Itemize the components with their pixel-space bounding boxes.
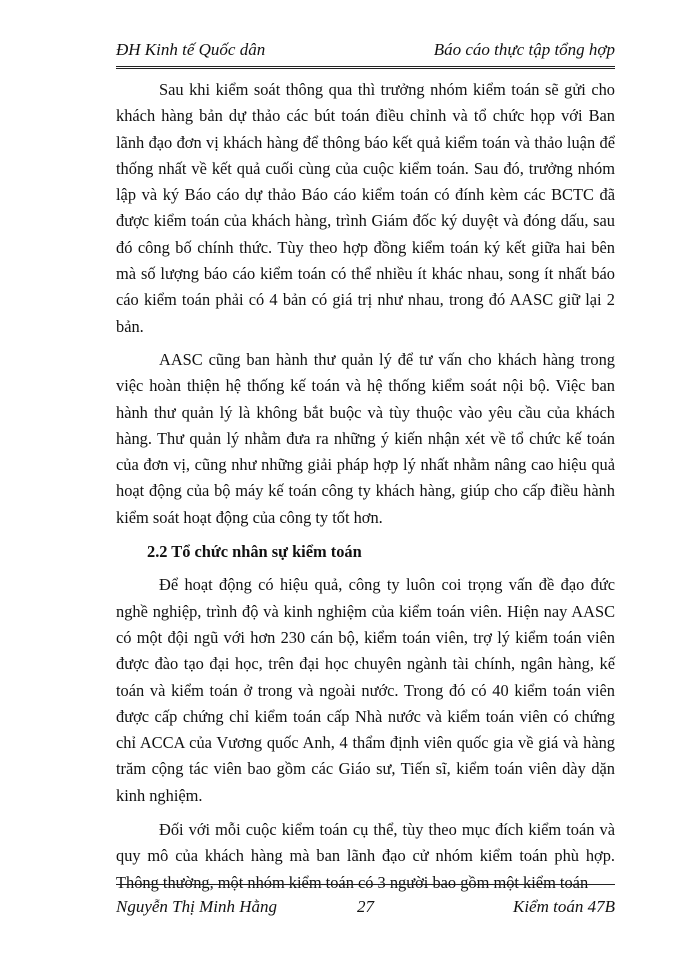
paragraph-audit-report: Sau khi kiểm soát thông qua thì trưởng nhóm kiểm toán sẽ gửi cho khách hàng bản dự thảo các bút toán điều chỉnh và tổ chức họp với Ban lãnh đạo đơn vị khách hàng để thông báo kết quả kiểm toán và thảo luận để thống nhất về kết quả cuối cùng của cuộc kiểm toán. Sau đó, trưởng nhóm lập và ký Báo cáo dự thảo Báo cáo kiểm toán có đính kèm các BCTC đã được kiểm toán của khách hàng, trình Giám đốc ký duyệt và đóng dấu, sau đó công bố chính thức. Tùy theo hợp đồng kiểm toán ký kết giữa hai bên mà số lượng báo cáo kiểm toán có thể nhiều ít khác nhau, song ít nhất báo cáo kiểm toán phải có 4 bản có giá trị như nhau, trong đó AASC giữ lại 2 bản. <box>116 80 615 336</box>
paragraph-management-letter: AASC cũng ban hành thư quản lý để tư vấn cho khách hàng trong việc hoàn thiện hệ thống kế toán và hệ thống kiểm soát nội bộ. Việc ban hành thư quản lý là không bắt buộc và tùy thuộc vào yêu cầu của khách hàng. Thư quản lý nhằm đưa ra những ý kiến nhận xét về tổ chức kế toán của đơn vị, cũng như những giải pháp hợp lý nhất nhằm nâng cao hiệu quả hoạt động của bộ máy kế toán công ty khách hàng, giúp cho cấp điều hành kiểm soát hoạt động của công ty tốt hơn. <box>116 349 615 527</box>
footer-class: Kiểm toán 47B <box>513 897 615 916</box>
page-number: 27 <box>357 897 374 916</box>
header-university: ĐH Kinh tế Quốc dân <box>116 40 266 59</box>
footer-author: Nguyễn Thị Minh Hằng <box>116 897 278 916</box>
page-footer <box>116 884 615 925</box>
document-body <box>116 77 615 904</box>
page-header <box>116 36 615 69</box>
header-report-title: Báo cáo thực tập tổng hợp <box>433 40 615 59</box>
section-heading: 2.2 Tổ chức nhân sự kiểm toán <box>147 542 362 562</box>
paragraph-staff: Để hoạt động có hiệu quả, công ty luôn coi trọng vấn đề đạo đức nghề nghiệp, trình độ và kinh nghiệm của kiểm toán viên. Hiện nay AASC có một đội ngũ với hơn 230 cán bộ, kiểm toán viên, trợ lý kiểm toán viên được đào tạo đại học, trên đại học chuyên ngành tài chính, ngân hàng, kế toán và kiểm toán ở trong và ngoài nước. Trong đó có 40 kiểm toán viên được cấp chứng chỉ kiểm toán cấp Nhà nước và kiểm toán viên có chứng chỉ ACCA của Vương quốc Anh, 4 thẩm định viên quốc gia về giá và hàng trăm cộng tác viên bao gồm các Giáo sư, Tiến sĩ, kiểm toán viên dày dặn kinh nghiệm. <box>116 575 615 805</box>
paragraph-audit-team: Đối với mỗi cuộc kiểm toán cụ thể, tùy theo mục đích kiểm toán và quy mô của khách hàng mà ban lãnh đạo cử nhóm kiểm toán phù hợp. Thông thường, một nhóm kiểm toán có 3 người bao gồm một kiểm toán <box>116 820 615 892</box>
